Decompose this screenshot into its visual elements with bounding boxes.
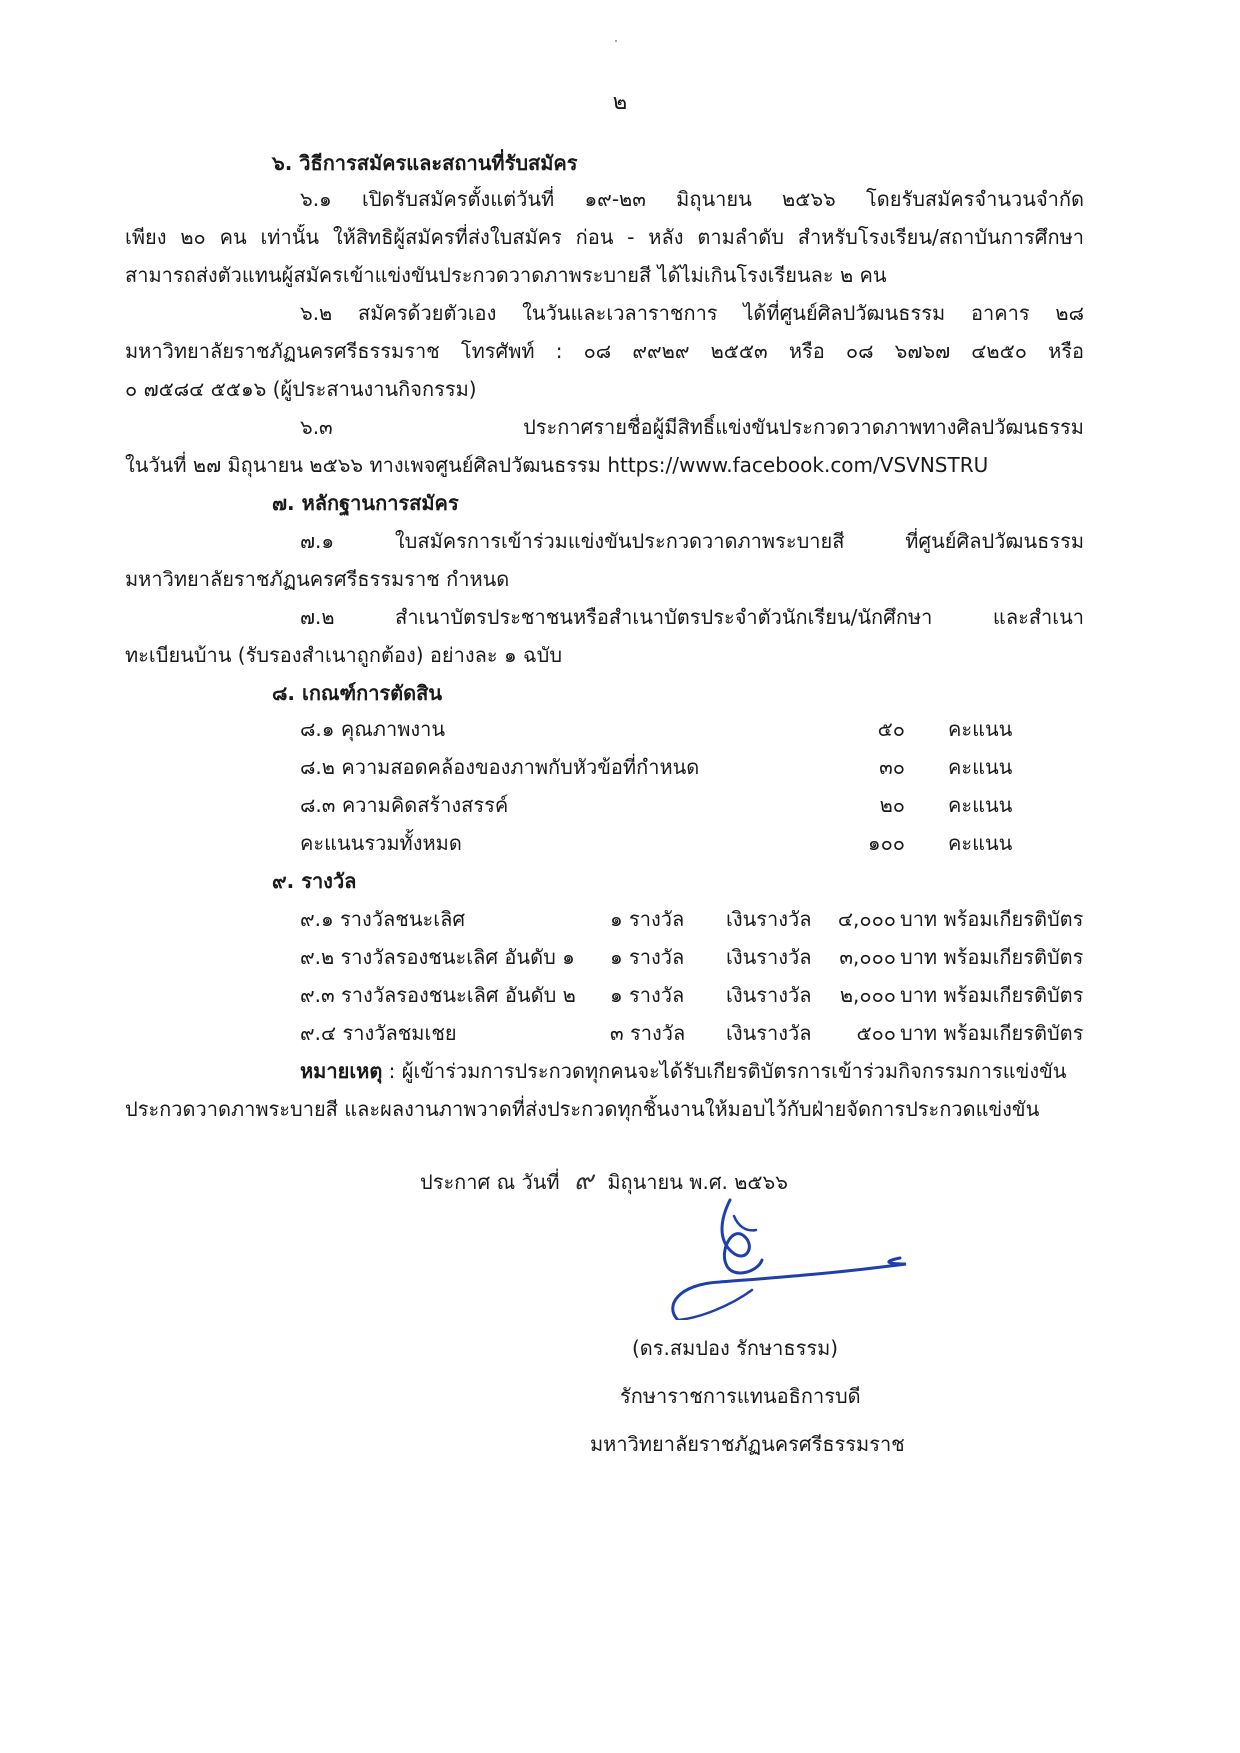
criteria-label: ๘.๓ ความคิดสร้างสรรค์ [300, 793, 509, 817]
section7-p2-line1: ๗.๒ สำเนาบัตรประชาชนหรือสำเนาบัตรประจำตัวนักเรียน/นักศึกษา และสำเนา [300, 605, 1084, 629]
award-label: ๙.๓ รางวัลรองชนะเลิศ อันดับ ๒ [300, 983, 576, 1007]
announcement-prefix: ประกาศ ณ วันที่ [420, 1170, 560, 1194]
criteria-total-score: ๑๐๐ [867, 831, 905, 855]
page-number: ๒ [612, 90, 628, 115]
award-money-label: เงินรางวัล [726, 907, 812, 931]
award-suffix: บาท พร้อมเกียรติบัตร [900, 1021, 1084, 1045]
award-suffix: บาท พร้อมเกียรติบัตร [900, 945, 1084, 969]
award-row [0, 906, 1240, 936]
award-count: ๑ รางวัล [610, 945, 685, 969]
section7-p1-line1: ๗.๑ ใบสมัครการเข้าร่วมแข่งขันประกวดวาดภาพระบายสี ที่ศูนย์ศิลปวัฒนธรรม [300, 529, 1084, 553]
announcement-day: ๙ [573, 1166, 593, 1196]
section7-p1-line2: มหาวิทยาลัยราชภัฏนครศรีธรรมราช กำหนด [125, 567, 510, 591]
section6-p1-line3: สามารถส่งตัวแทนผู้สมัครเข้าแข่งขันประกวดวาดภาพระบายสี ได้ไม่เกินโรงเรียนละ ๒ คน [125, 263, 887, 287]
criteria-label: ๘.๑ คุณภาพงาน [300, 717, 446, 741]
criteria-label: ๘.๒ ความสอดคล้องของภาพกับหัวข้อที่กำหนด [300, 755, 700, 779]
section7-heading: ๗. หลักฐานการสมัคร [272, 491, 459, 515]
signatory-organization: มหาวิทยาลัยราชภัฏนครศรีธรรมราช [590, 1432, 905, 1456]
award-label: ๙.๔ รางวัลชมเชย [300, 1021, 457, 1045]
award-amount: ๒,๐๐๐ [839, 983, 896, 1007]
section6-p2-line1: ๖.๒ สมัครด้วยตัวเอง ในวันและเวลาราชการ ได้ที่ศูนย์ศิลปวัฒนธรรม อาคาร ๒๘ [300, 301, 1084, 325]
criteria-score: ๓๐ [879, 755, 905, 779]
award-amount: ๕๐๐ [856, 1021, 896, 1045]
note-text: : ผู้เข้าร่วมการประกวดทุกคนจะได้รับเกียรติบัตรการเข้าร่วมกิจกรรมการแข่งขัน [382, 1059, 1067, 1083]
award-count: ๑ รางวัล [610, 983, 685, 1007]
section6-p3-line2: ในวันที่ ๒๗ มิถุนายน ๒๕๖๖ ทางเพจศูนย์ศิลปวัฒนธรรม https://www.facebook.com/VSVNSTRU [125, 453, 989, 477]
announcement-suffix: มิถุนายน พ.ศ. ๒๕๖๖ [607, 1170, 788, 1194]
signatory-name: (ดร.สมปอง รักษาธรรม) [632, 1336, 839, 1360]
award-row [0, 982, 1240, 1012]
section6-p3-line1: ๖.๓ ประกาศรายชื่อผู้มีสิทธิ์แข่งขันประกวดวาดภาพทางศิลปวัฒนธรรม [300, 415, 1084, 439]
award-count: ๓ รางวัล [610, 1021, 686, 1045]
criteria-total-label: คะแนนรวมทั้งหมด [300, 831, 462, 855]
section6-heading: ๖. วิธีการสมัครและสถานที่รับสมัคร [272, 151, 578, 175]
award-count: ๑ รางวัล [610, 907, 685, 931]
award-suffix: บาท พร้อมเกียรติบัตร [900, 983, 1084, 1007]
criteria-unit: คะแนน [948, 793, 1013, 817]
criteria-score: ๒๐ [879, 793, 905, 817]
award-label: ๙.๑ รางวัลชนะเลิศ [300, 907, 466, 931]
section6-p2-line3: ๐ ๗๕๘๔ ๕๕๑๖ (ผู้ประสานงานกิจกรรม) [125, 377, 477, 401]
award-amount: ๓,๐๐๐ [839, 945, 896, 969]
note-line2: ประกวดวาดภาพระบายสี และผลงานภาพวาดที่ส่งประกวดทุกชิ้นงานให้มอบไว้กับฝ่ายจัดการประกวดแข่งขัน [125, 1097, 1040, 1121]
award-row [0, 944, 1240, 974]
section7-p2-line2: ทะเบียนบ้าน (รับรองสำเนาถูกต้อง) อย่างละ ๑ ฉบับ [125, 643, 563, 667]
section9-heading: ๙. รางวัล [272, 869, 357, 893]
note-line1 [300, 1058, 1084, 1084]
signature-mark [660, 1180, 920, 1320]
criteria-total-row [0, 830, 1240, 860]
note-label: หมายเหตุ [300, 1059, 383, 1083]
section6-p2-line2: มหาวิทยาลัยราชภัฏนครศรีธรรมราช โทรศัพท์ : ๐๘ ๙๙๒๙ ๒๕๕๓ หรือ ๐๘ ๖๗๖๗ ๔๒๕๐ หรือ [125, 339, 1084, 363]
award-row [0, 1020, 1240, 1050]
criteria-row [0, 716, 1240, 746]
award-amount: ๔,๐๐๐ [837, 907, 896, 931]
criteria-unit: คะแนน [948, 717, 1013, 741]
criteria-row [0, 754, 1240, 784]
award-suffix: บาท พร้อมเกียรติบัตร [900, 907, 1084, 931]
award-money-label: เงินรางวัล [726, 1021, 812, 1045]
award-money-label: เงินรางวัล [726, 945, 812, 969]
award-label: ๙.๒ รางวัลรองชนะเลิศ อันดับ ๑ [300, 945, 575, 969]
section6-p1-line2: เพียง ๒๐ คน เท่านั้น ให้สิทธิผู้สมัครที่ส่งใบสมัคร ก่อน - หลัง ตามลำดับ สำหรับโรงเรียน/สถาบันการศึกษา [125, 225, 1084, 249]
criteria-total-unit: คะแนน [948, 831, 1013, 855]
scan-speck [615, 40, 617, 42]
criteria-unit: คะแนน [948, 755, 1013, 779]
section8-heading: ๘. เกณฑ์การตัดสิน [272, 681, 443, 705]
criteria-score: ๕๐ [877, 717, 905, 741]
award-money-label: เงินรางวัล [726, 983, 812, 1007]
signatory-position: รักษาราชการแทนอธิการบดี [620, 1384, 861, 1408]
criteria-row [0, 792, 1240, 822]
section6-p1-line1: ๖.๑ เปิดรับสมัครตั้งแต่วันที่ ๑๙-๒๓ มิถุนายน ๒๕๖๖ โดยรับสมัครจำนวนจำกัด [300, 187, 1084, 211]
